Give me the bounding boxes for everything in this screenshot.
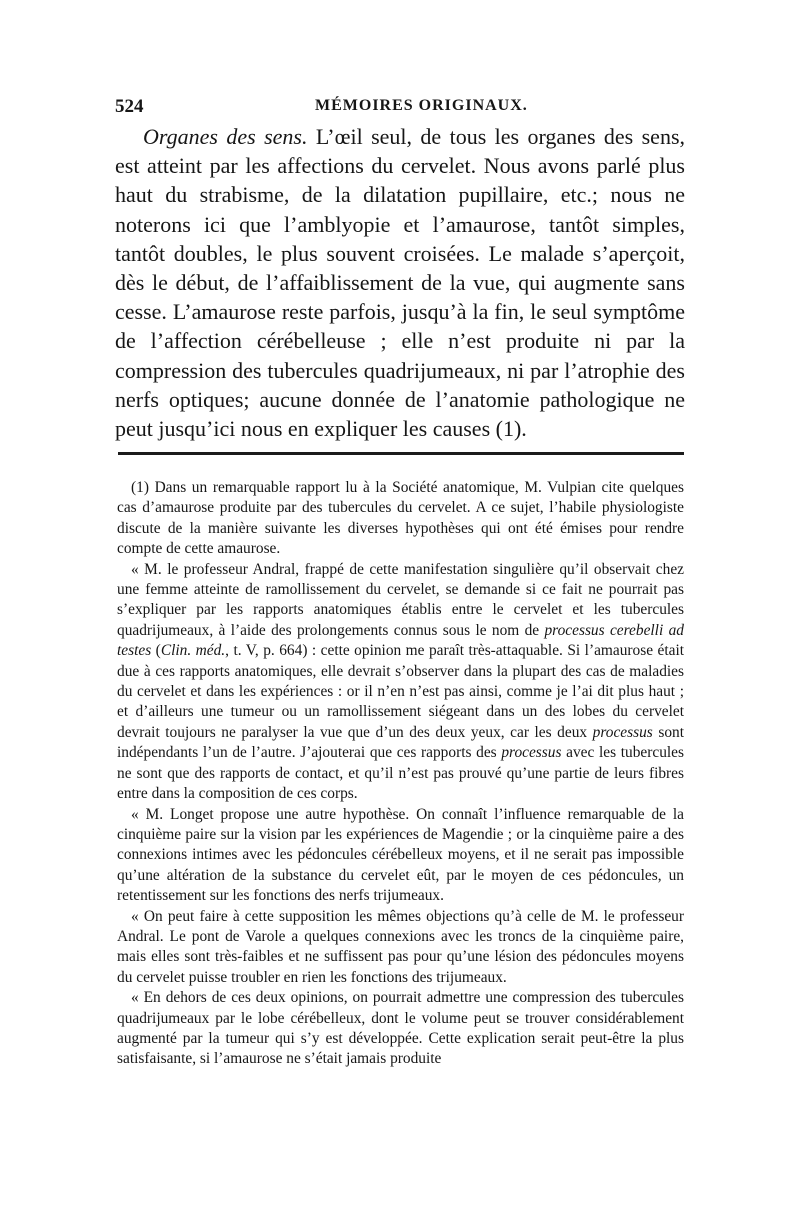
page-number: 524 xyxy=(115,96,144,117)
footnote-2-text-a: « M. le professeur Andral, frappé de cette manifestation singulière qu’il observait chez une femme atteinte de ramollissement du cervelet, se demande si ce fait ne pourrait pas s’expliquer par les rapports anatomiques établis entre le cervelet et les tubercules quadrijumeaux, à l’aide des prolongements connus sous le nom de xyxy=(117,560,684,639)
footnote-paragraph-2 xyxy=(117,560,684,805)
footnote-reference: (1) xyxy=(495,416,522,442)
running-title: MÉMOIRES ORIGINAUX. xyxy=(315,97,528,114)
footnote-2-text-d: sont indépendants l’un de l’autre. J’ajouterai que ces rapports des xyxy=(117,723,684,762)
footnote-2-text-b: ( xyxy=(151,642,161,660)
main-paragraph xyxy=(115,122,685,443)
footnote-2-italic-4: processus xyxy=(501,744,562,762)
footnotes xyxy=(117,478,684,1070)
footnote-2-italic-1: processus cerebelli ad testes xyxy=(117,621,684,660)
footnote-paragraph-3: « M. Longet propose une autre hypothèse. On connaît l’influence remarquable de la cinquième paire sur la vision par les expériences de Magendie ; or la cinquième paire a des connexions intimes avec les pédoncules cérébelleux moyens, et il ne serait pas impossible qu’une altération de la substance du cervelet eût, par le moyen de ces pédoncules, un retentissement sur les fonctions des nerfs trijumeaux. xyxy=(117,805,684,905)
footnote-1-text: Dans un remarquable rapport lu à la Société anatomique, M. Vulpian cite quelques cas d’amaurose produite par des tubercules du cervelet. A ce sujet, l’habile physiologiste discute de la manière suivante les diverses hypothèses qui ont été émises pour rendre compte de cette amaurose. xyxy=(117,479,684,558)
footnote-paragraph-4: « On peut faire à cette supposition les mêmes objections qu’à celle de M. le professeur Andral. Le pont de Varole a quelques connexions avec les troncs de la cinquième paire, mais elles sont très-faibles et ne suffissent pas pour qu’une lésion des pédoncules moyens du cervelet puisse troubler en rien les fonctions des trijumeaux. xyxy=(117,907,684,986)
footnote-2-italic-2: Clin. méd. xyxy=(160,642,226,660)
section-heading: Organes des sens. xyxy=(143,124,308,149)
footnote-paragraph-1 xyxy=(117,478,684,560)
footnote-2-text-c: , t. V, p. 664) : cette opinion me paraît très-attaquable. Si l’amaurose était due à ces rapports anatomiques, elle devrait s’observer dans la plupart des cas de maladies du cervelet et dans les expériences : or il n’en n’est pas ainsi, comme je l’ai dit plus haut ; et d’ailleurs une tumeur ou un ramollissement siégeant dans un des lobes du cervelet devrait toujours ne paralyser la vue que d’un des deux yeux, car les deux xyxy=(117,642,684,741)
footnote-2-italic-3: processus xyxy=(592,723,653,741)
page-header xyxy=(115,96,685,118)
footnote-paragraph-5: « En dehors de ces deux opinions, on pourrait admettre une compression des tubercules quadrijumeaux par le lobe cérébelleux, dont le volume peut se trouver considérablement augmenté par la tumeur qui s’y est développée. Cette explication serait peut-être la plus satisfaisante, si l’amaurose ne s’était jamais produite xyxy=(117,989,684,1068)
main-paragraph-end: . xyxy=(521,416,527,442)
footnote-mark: (1) xyxy=(131,479,149,496)
footnote-2-text-e: avec les tubercules ne sont que des rapports de contact, et qu’il n’est pas prouvé qu’une partie de leurs fibres entre dans la composition de ces corps. xyxy=(117,744,685,803)
main-paragraph-text: L’œil seul, de tous les organes des sens, est atteint par les affections du cervelet. Nous avons parlé plus haut du strabisme, de la dilatation pupillaire, etc.; nous ne noterons ici que l’amblyopie et l’amaurose, tantôt simples, tantôt doubles, le plus souvent croisées. Le malade s’aperçoit, dès le début, de l’affaiblissement de la vue, qui augmente sans cesse. L’amaurose reste parfois, jusqu’à la fin, le seul symptôme de l’affection cérébelleuse ; elle n’est produite ni par la compression des tubercules quadrijumeaux, ni par l’atrophie des nerfs optiques; aucune donnée de l’anatomie pathologique ne peut jusqu’ici nous en expliquer les causes xyxy=(115,124,685,442)
footnote-divider xyxy=(118,452,684,455)
